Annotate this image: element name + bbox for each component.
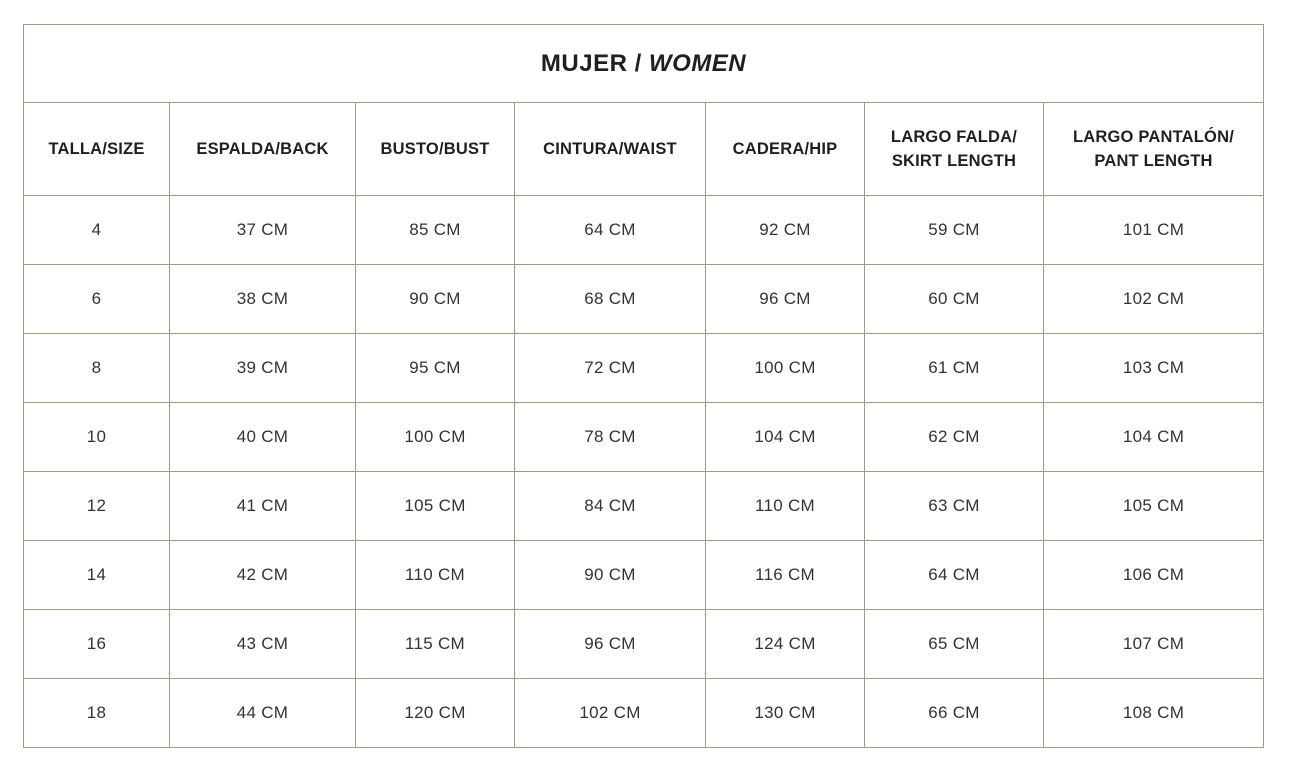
header-hip-line: CADERA/HIP xyxy=(732,140,838,158)
header-back-line: ESPALDA/BACK xyxy=(196,140,329,158)
skirt-length-cell: 64 CM xyxy=(865,541,1044,610)
size-cell: 18 xyxy=(24,679,170,748)
back-cell: 43 CM xyxy=(170,610,356,679)
header-row xyxy=(24,103,1264,196)
skirt-length-cell: 61 CM xyxy=(865,334,1044,403)
skirt-length-cell: 59 CM xyxy=(865,196,1044,265)
skirt-length-cell: 62 CM xyxy=(865,403,1044,472)
title-english: WOMEN xyxy=(648,49,747,77)
skirt-length-cell: 65 CM xyxy=(865,610,1044,679)
waist-cell: 78 CM xyxy=(515,403,706,472)
waist-cell: 68 CM xyxy=(515,265,706,334)
bust-cell: 115 CM xyxy=(356,610,515,679)
pant-length-cell: 108 CM xyxy=(1044,679,1264,748)
pant-length-cell: 102 CM xyxy=(1044,265,1264,334)
skirt-length-cell: 60 CM xyxy=(865,265,1044,334)
bust-cell: 105 CM xyxy=(356,472,515,541)
back-cell: 39 CM xyxy=(170,334,356,403)
hip-cell: 96 CM xyxy=(706,265,865,334)
table-row xyxy=(24,334,1264,403)
header-skirt-length-line: SKIRT LENGTH xyxy=(891,152,1017,170)
hip-cell: 104 CM xyxy=(706,403,865,472)
table-row xyxy=(24,610,1264,679)
pant-length-cell: 104 CM xyxy=(1044,403,1264,472)
skirt-length-cell: 63 CM xyxy=(865,472,1044,541)
size-cell: 16 xyxy=(24,610,170,679)
waist-cell: 102 CM xyxy=(515,679,706,748)
header-skirt-length-line: LARGO FALDA/ xyxy=(890,128,1018,146)
header-back xyxy=(170,103,356,196)
bust-cell: 90 CM xyxy=(356,265,515,334)
back-cell: 38 CM xyxy=(170,265,356,334)
bust-cell: 110 CM xyxy=(356,541,515,610)
skirt-length-cell: 66 CM xyxy=(865,679,1044,748)
table-row xyxy=(24,403,1264,472)
pant-length-cell: 103 CM xyxy=(1044,334,1264,403)
size-cell: 4 xyxy=(24,196,170,265)
pant-length-cell: 105 CM xyxy=(1044,472,1264,541)
table-row xyxy=(24,541,1264,610)
header-size-line: TALLA/SIZE xyxy=(48,140,145,158)
table-row xyxy=(24,679,1264,748)
title-row xyxy=(24,25,1264,103)
waist-cell: 90 CM xyxy=(515,541,706,610)
table-row xyxy=(24,472,1264,541)
waist-cell: 72 CM xyxy=(515,334,706,403)
hip-cell: 130 CM xyxy=(706,679,865,748)
header-pant-length-line: PANT LENGTH xyxy=(1094,152,1213,170)
table-row xyxy=(24,265,1264,334)
hip-cell: 92 CM xyxy=(706,196,865,265)
table-title xyxy=(24,25,1264,103)
waist-cell: 84 CM xyxy=(515,472,706,541)
hip-cell: 116 CM xyxy=(706,541,865,610)
pant-length-cell: 101 CM xyxy=(1044,196,1264,265)
size-cell: 10 xyxy=(24,403,170,472)
back-cell: 37 CM xyxy=(170,196,356,265)
size-cell: 12 xyxy=(24,472,170,541)
header-pant-length-line: LARGO PANTALÓN/ xyxy=(1073,128,1234,146)
bust-cell: 120 CM xyxy=(356,679,515,748)
bust-cell: 100 CM xyxy=(356,403,515,472)
hip-cell: 100 CM xyxy=(706,334,865,403)
size-cell: 6 xyxy=(24,265,170,334)
size-chart-table xyxy=(23,24,1264,748)
size-cell: 14 xyxy=(24,541,170,610)
header-hip xyxy=(706,103,865,196)
back-cell: 42 CM xyxy=(170,541,356,610)
pant-length-cell: 106 CM xyxy=(1044,541,1264,610)
bust-cell: 85 CM xyxy=(356,196,515,265)
bust-cell: 95 CM xyxy=(356,334,515,403)
waist-cell: 64 CM xyxy=(515,196,706,265)
header-pant-length xyxy=(1044,103,1264,196)
hip-cell: 124 CM xyxy=(706,610,865,679)
header-skirt-length xyxy=(865,103,1044,196)
header-bust-line: BUSTO/BUST xyxy=(380,140,490,158)
back-cell: 40 CM xyxy=(170,403,356,472)
header-size xyxy=(24,103,170,196)
pant-length-cell: 107 CM xyxy=(1044,610,1264,679)
header-waist xyxy=(515,103,706,196)
header-waist-line: CINTURA/WAIST xyxy=(543,140,677,158)
hip-cell: 110 CM xyxy=(706,472,865,541)
size-cell: 8 xyxy=(24,334,170,403)
title-spanish: MUJER / xyxy=(540,49,649,77)
table-row xyxy=(24,196,1264,265)
waist-cell: 96 CM xyxy=(515,610,706,679)
back-cell: 41 CM xyxy=(170,472,356,541)
back-cell: 44 CM xyxy=(170,679,356,748)
header-bust xyxy=(356,103,515,196)
